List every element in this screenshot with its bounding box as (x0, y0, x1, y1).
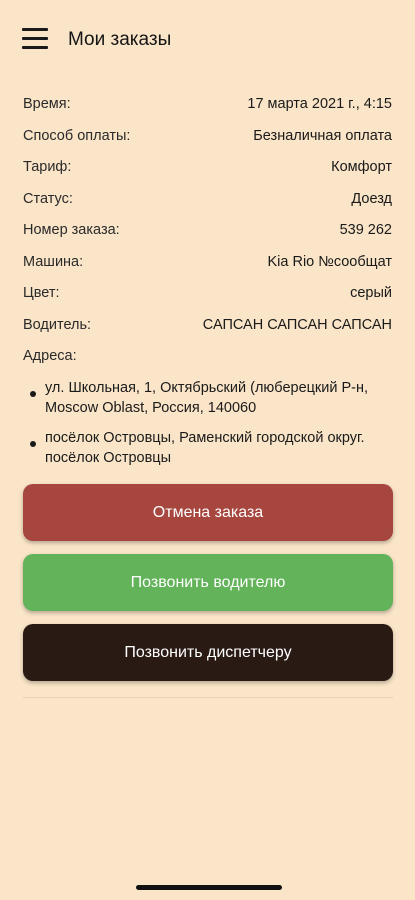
divider (23, 697, 393, 698)
bullet-icon (30, 441, 36, 447)
page-title: Мои заказы (68, 29, 172, 50)
call-dispatcher-button[interactable]: Позвонить диспетчеру (23, 624, 393, 681)
address-item (23, 428, 393, 472)
detail-row-status (23, 187, 392, 219)
detail-label: Водитель: (23, 316, 92, 333)
cancel-order-button[interactable]: Отмена заказа (23, 484, 393, 541)
detail-label: Номер заказа: (23, 222, 120, 238)
detail-value: серый (350, 285, 392, 301)
detail-row-tariff (23, 155, 392, 187)
hamburger-menu-icon[interactable] (22, 28, 50, 52)
app-header (0, 0, 415, 80)
detail-label: Тариф: (23, 159, 72, 175)
order-details (23, 92, 392, 344)
detail-row-payment (23, 124, 392, 156)
detail-value: Безналичная оплата (253, 127, 392, 144)
address-item (23, 378, 393, 422)
detail-value: САПСАН САПСАН САПСАН (202, 316, 392, 333)
home-indicator[interactable] (136, 885, 282, 890)
detail-row-order-number (23, 218, 392, 250)
detail-row-time (23, 92, 392, 124)
detail-row-color (23, 281, 392, 313)
detail-value: 17 марта 2021 г., 4:15 (247, 96, 392, 112)
detail-value: Комфорт (331, 159, 392, 175)
detail-value: Kia Rio №сообщат (267, 253, 392, 270)
detail-label: Машина: (23, 253, 84, 270)
detail-row-driver (23, 313, 392, 345)
call-driver-button[interactable]: Позвонить водителю (23, 554, 393, 611)
bullet-icon (30, 391, 36, 397)
addresses-label: Адреса: (23, 348, 77, 364)
detail-label: Цвет: (23, 285, 60, 301)
address-text: ул. Школьная, 1, Октябрьский (люберецкий Р-н, Moscow Oblast, Россия, 140060 (45, 380, 369, 416)
detail-label: Время: (23, 96, 71, 112)
detail-label: Статус: (23, 190, 73, 207)
detail-label: Способ оплаты: (23, 127, 131, 144)
detail-value: 539 262 (339, 222, 392, 238)
detail-row-car (23, 250, 392, 282)
address-text: посёлок Островцы, Раменский городской округ. посёлок Островцы (45, 430, 365, 466)
detail-value: Доезд (351, 190, 392, 207)
